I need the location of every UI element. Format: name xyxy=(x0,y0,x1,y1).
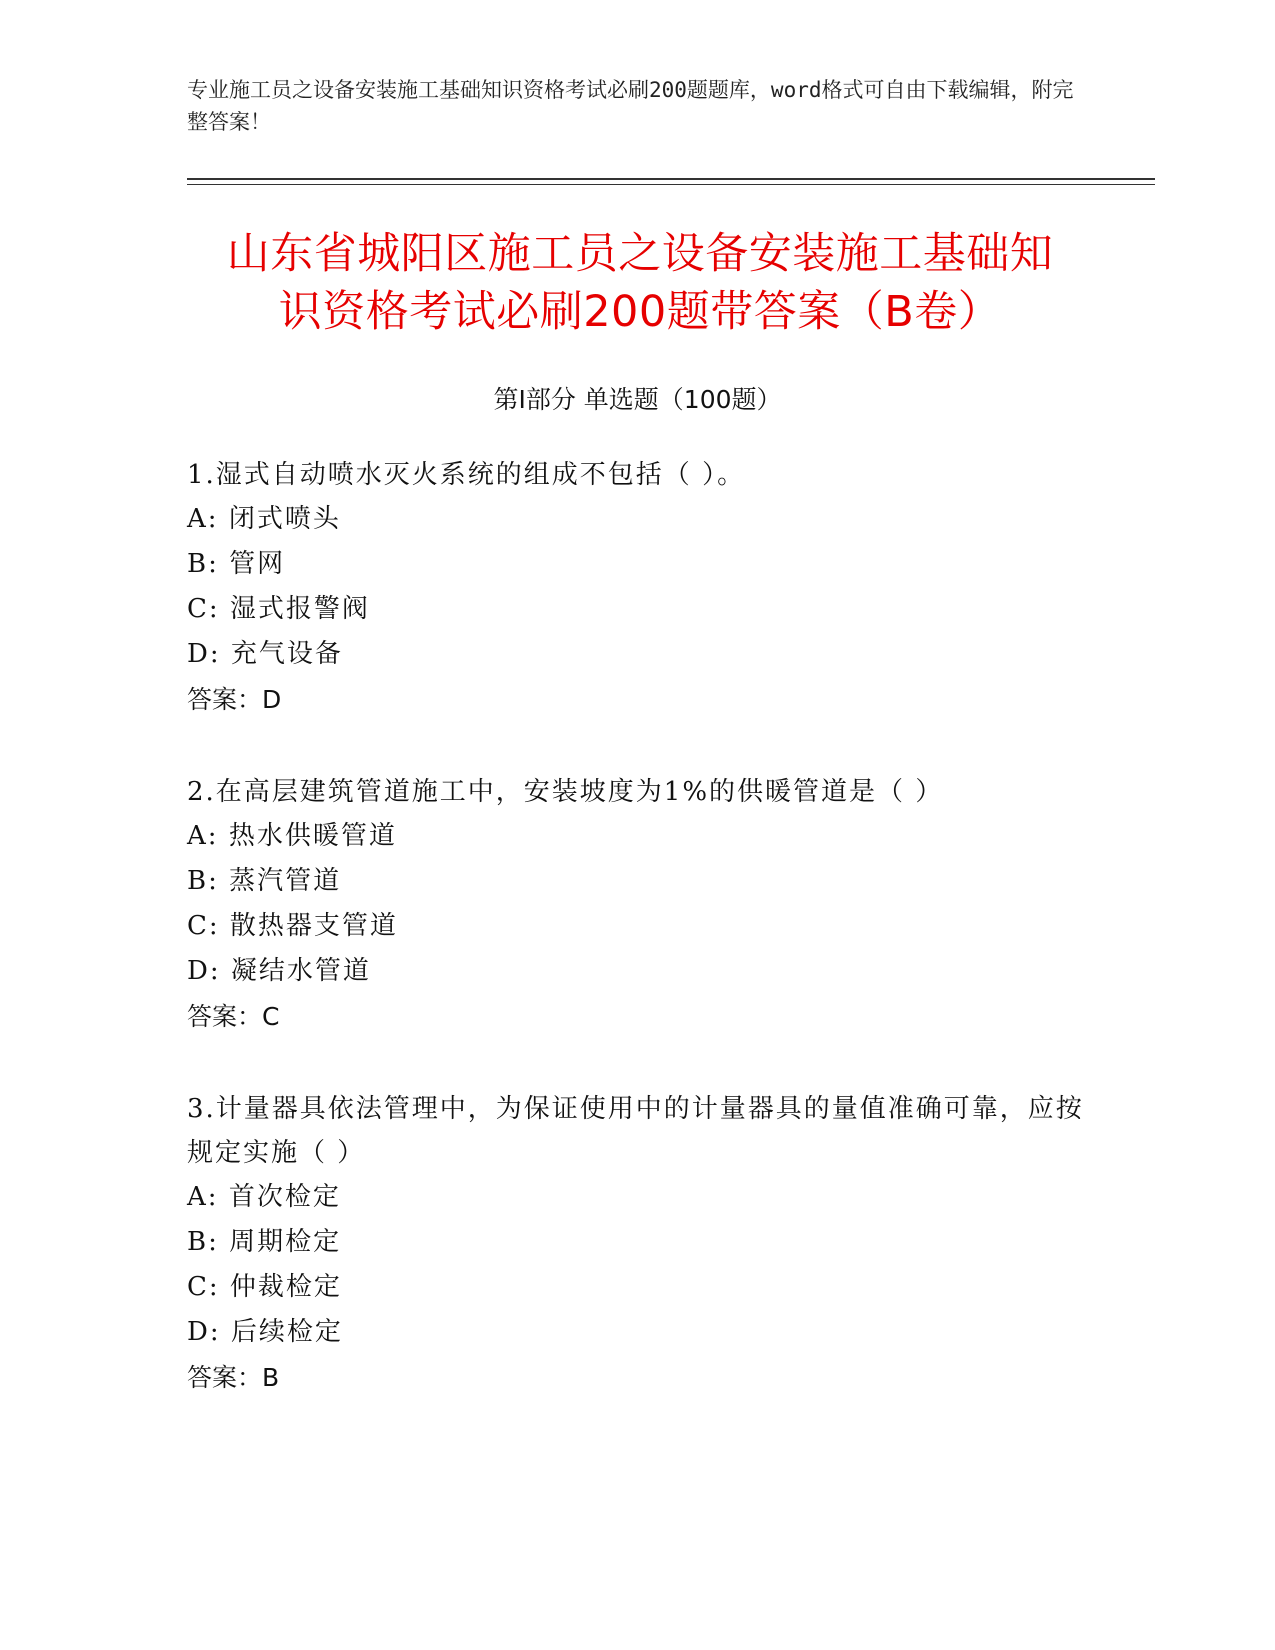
option-text: 后续检定 xyxy=(230,1317,343,1347)
option-text: 凝结水管道 xyxy=(230,956,371,986)
option-letter: C: xyxy=(187,594,220,624)
question-1 xyxy=(187,453,1087,723)
option-letter: A: xyxy=(187,504,219,534)
answer: 答案：C xyxy=(187,1002,280,1031)
option-c xyxy=(187,587,1087,632)
option-letter: C: xyxy=(187,911,220,941)
question-text: 2.在高层建筑管道施工中，安装坡度为1%的供暖管道是（ ） xyxy=(187,777,944,807)
option-letter: B: xyxy=(187,549,219,579)
header-divider-thin xyxy=(187,184,1155,185)
option-d xyxy=(187,632,1087,677)
option-text: 蒸汽管道 xyxy=(229,866,342,896)
option-text: 散热器支管道 xyxy=(229,911,398,941)
option-d xyxy=(187,949,1087,994)
question-2 xyxy=(187,770,1087,1040)
option-letter: D: xyxy=(187,956,221,986)
header-divider-thick xyxy=(187,178,1155,180)
option-b xyxy=(187,1220,1087,1265)
option-d xyxy=(187,1310,1087,1355)
option-b xyxy=(187,542,1087,587)
option-letter: B: xyxy=(187,866,219,896)
section-heading: 第Ⅰ部分 单选题（100题） xyxy=(493,385,782,414)
option-text: 热水供暖管道 xyxy=(228,821,397,851)
option-text: 充气设备 xyxy=(230,639,343,669)
title-line-2: 识资格考试必刷200题带答案（B卷） xyxy=(278,287,1002,337)
option-text: 管网 xyxy=(229,549,286,579)
answer: 答案：B xyxy=(187,1363,280,1392)
question-3 xyxy=(187,1087,1087,1401)
option-a xyxy=(187,814,1087,859)
option-text: 湿式报警阀 xyxy=(229,594,370,624)
option-c xyxy=(187,1265,1087,1310)
option-text: 仲裁检定 xyxy=(229,1272,342,1302)
header-note: 专业施工员之设备安装施工基础知识资格考试必刷200题题库，word格式可自由下载编辑，附完整答案！ xyxy=(187,78,1074,134)
option-text: 首次检定 xyxy=(228,1182,341,1212)
title-line-1: 山东省城阳区施工员之设备安装施工基础知 xyxy=(226,229,1054,279)
option-text: 闭式喷头 xyxy=(228,504,341,534)
option-letter: D: xyxy=(187,639,221,669)
option-letter: A: xyxy=(187,1182,219,1212)
option-a xyxy=(187,1175,1087,1220)
question-text: 3.计量器具依法管理中，为保证使用中的计量器具的量值准确可靠，应按规定实施（ ） xyxy=(187,1094,1084,1168)
option-c xyxy=(187,904,1087,949)
option-letter: D: xyxy=(187,1317,221,1347)
option-letter: A: xyxy=(187,821,219,851)
option-letter: C: xyxy=(187,1272,220,1302)
option-a xyxy=(187,497,1087,542)
document-title xyxy=(190,225,1090,341)
option-letter: B: xyxy=(187,1227,219,1257)
option-text: 周期检定 xyxy=(229,1227,342,1257)
question-text: 1.湿式自动喷水灭火系统的组成不包括（ ）。 xyxy=(187,460,746,490)
answer: 答案：D xyxy=(187,685,282,714)
option-b xyxy=(187,859,1087,904)
